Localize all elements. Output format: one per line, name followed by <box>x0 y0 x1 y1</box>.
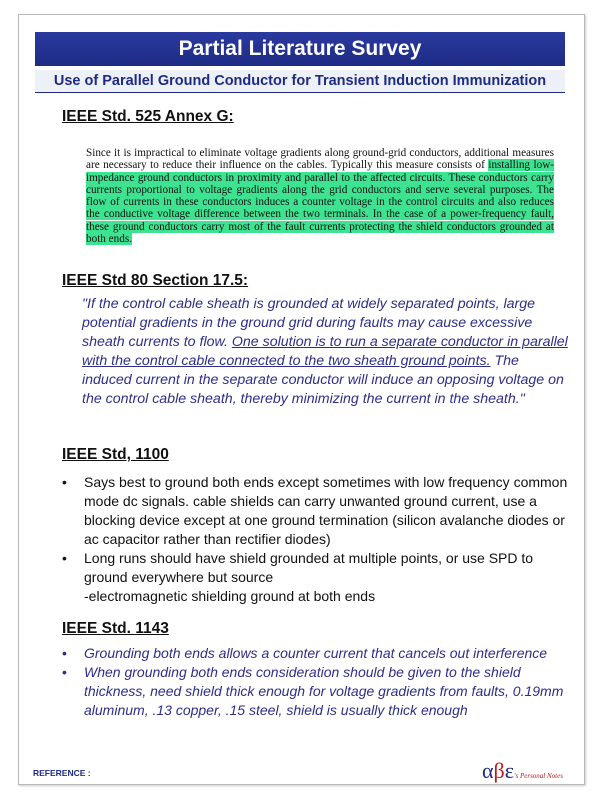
logo-caption: 's Personal Notes <box>513 772 563 780</box>
list-item <box>62 663 572 720</box>
logo-epsilon: ε <box>504 758 514 783</box>
list-item-text: Long runs should have shield grounded at multiple points, or use SPD to ground everywhere but source <box>84 550 534 585</box>
ieee-1100-list <box>62 473 572 606</box>
list-item <box>62 644 572 663</box>
heading-text: IEEE Std. 525 Annex G <box>62 108 229 125</box>
logo-alpha: α <box>482 758 494 783</box>
excerpt-text: Since it is impractical to eliminate voltage gradients along ground-grid conductors, additional measures are necessary to reduce their influence on the cables. Typically this measure consists of <box>86 147 554 172</box>
ieee-80-quote <box>82 295 572 409</box>
personal-notes-logo <box>482 758 563 784</box>
reference-label: REFERENCE : <box>33 768 91 778</box>
list-item-text: When grounding both ends consideration should be given to the shield thickness, need shield thick enough for voltage gradients from faults, 0.19mm aluminum, .13 copper, .15 steel, shield is usually thick enough <box>84 664 564 718</box>
quote-text-start: "If the control cable sheath is grounded at widely separated points, large potential gradients in the ground grid during faults may cause excessive sheath currents to flow. <box>82 296 536 350</box>
list-item-text: Says best to ground both ends except sometimes with low frequency common mode dc signals. cable shields can carry unwanted ground current, use a blocking device except at one ground termination (silicon avalanche diodes or ac capacitor rather than rectifier diodes) <box>84 474 568 547</box>
section-heading-ieee-1143: IEEE Std. 1143 <box>62 620 169 637</box>
bullet-icon: • <box>62 645 67 661</box>
ieee-525-excerpt <box>86 147 554 245</box>
slide-subtitle: Use of Parallel Ground Conductor for Transient Induction Immunization <box>35 70 565 93</box>
section-heading-ieee-525 <box>62 108 234 126</box>
heading-colon: : <box>228 108 234 125</box>
quote-underlined-text: One solution is to run a separate conductor in parallel with the control cable connected to the two sheath ground points. <box>82 334 568 369</box>
bullet-icon: • <box>62 664 67 680</box>
list-item <box>62 549 572 587</box>
list-item <box>62 473 572 549</box>
quote-text-end: The induced current in the separate conductor will induce an opposing voltage on the control cable sheath, thereby minimizing the current in the sheath." <box>82 353 564 407</box>
slide-title: Partial Literature Survey <box>35 32 565 66</box>
bullet-icon: • <box>62 474 67 490</box>
excerpt-highlighted-text: installing low-impedance ground conductors in proximity and parallel to the affected circuits. These conductors carry currents proportional to voltage gradients along the grid conductors and serve several purposes. The flow of currents in these conductors induces a counter voltage in the control circuits and also reduces the conductive voltage difference between the two terminals. In the case of a power-frequency fault, these ground conductors carry most of the fault currents protecting the shield conductors grounded at both ends. <box>86 159 555 246</box>
bullet-icon: • <box>62 550 67 566</box>
logo-beta: β <box>493 758 505 783</box>
section-heading-ieee-80: IEEE Std 80 Section 17.5: <box>62 272 249 289</box>
list-item-text: Grounding both ends allows a counter current that cancels out interference <box>84 645 548 661</box>
section-heading-ieee-1100: IEEE Std, 1100 <box>62 446 169 463</box>
list-subline: -electromagnetic shielding ground at both ends <box>84 588 376 604</box>
ieee-1143-list <box>62 644 572 720</box>
